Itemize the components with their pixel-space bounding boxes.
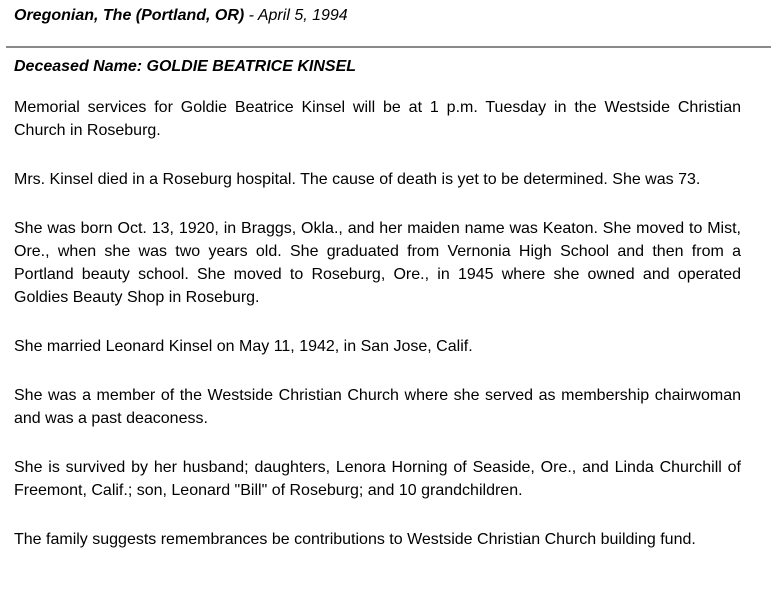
paragraph-survivors: She is survived by her husband; daughters, Lenora Horning of Seaside, Ore., and Linda Churchill of Freemont, Calif.; son, Leonard "Bill" of Roseburg; and 10 grandchildren. (14, 459, 741, 499)
deceased-name-line (14, 58, 356, 76)
paragraph-church: She was a member of the Westside Christian Church where she served as membership chairwoman and was a past deaconess. (14, 387, 741, 427)
paragraph-remembrances: The family suggests remembrances be contributions to Westside Christian Church building fund. (14, 531, 696, 548)
obituary-body (14, 96, 741, 577)
header-divider (6, 46, 771, 48)
paragraph-memorial: Memorial services for Goldie Beatrice Kinsel will be at 1 p.m. Tuesday in the Westside Christian Church in Roseburg. (14, 99, 741, 139)
paragraph-marriage: She married Leonard Kinsel on May 11, 1942, in San Jose, Calif. (14, 338, 473, 355)
paragraph-biography: She was born Oct. 13, 1920, in Braggs, Okla., and her maiden name was Keaton. She moved to Mist, Ore., when she was two years old. She graduated from Vernonia High School and then from a Portland beauty school. She moved to Roseburg, Ore., in 1945 where she owned and operated Goldies Beauty Shop in Roseburg. (14, 220, 741, 306)
deceased-label: Deceased Name: (14, 58, 147, 75)
publication-date: April 5, 1994 (257, 7, 348, 24)
date-separator: - (244, 7, 258, 24)
source-line (14, 7, 348, 25)
deceased-name: GOLDIE BEATRICE KINSEL (146, 58, 357, 75)
publication-name: Oregonian, The (Portland, OR) (14, 7, 245, 24)
paragraph-death: Mrs. Kinsel died in a Roseburg hospital. The cause of death is yet to be determined. She was 73. (14, 171, 701, 188)
